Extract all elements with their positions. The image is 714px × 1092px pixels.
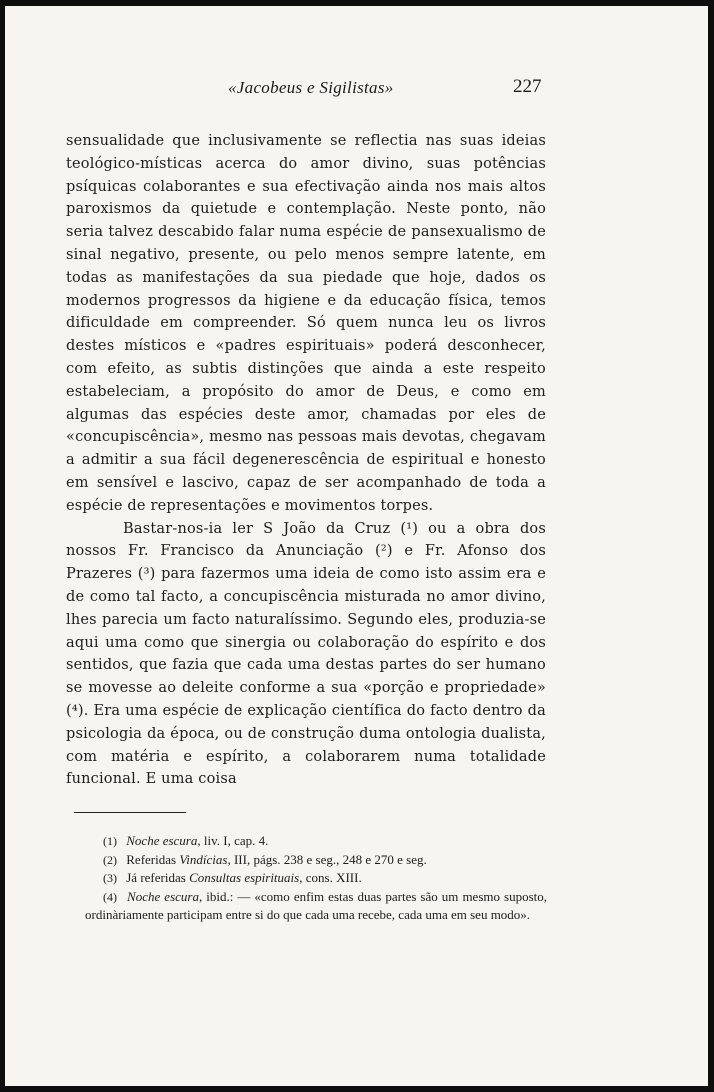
body-text — [66, 130, 546, 791]
page-header — [5, 78, 708, 104]
footnote — [85, 851, 547, 870]
paragraph: Bastar-nos-ia ler S João da Cruz (¹) ou a obra dos nossos Fr. Francisco da Anunciação (²) e Fr. Afonso dos Prazeres (³) para fazermos uma ideia de como isto assim era e de como tal facto, a concupiscência misturada no amor divino, lhes parecia um facto naturalíssimo. Segundo eles, produzia-se aqui uma como que sinergia ou colaboração do espírito e dos sentidos, que fazia que cada uma destas partes do ser humano se movesse ao deleite conforme a sua «porção e propriedade» (⁴). Era uma espécie de explicação científica do facto dentro da psicologia da época, ou de construção duma ontologia dualista, com matéria e espírito, a colaborarem numa totalidade funcional. E uma coisa — [66, 520, 546, 788]
footnote-prefix: Referidas — [126, 851, 177, 867]
footnote — [85, 888, 547, 925]
footnote-work-title: Vindícias, — [179, 851, 231, 867]
running-title: «Jacobeus e Sigilistas» — [228, 78, 394, 97]
footnote-text: III, págs. 238 e seg., 248 e 270 e seg. — [233, 851, 427, 867]
footnote-prefix: Já referidas — [126, 870, 186, 885]
footnotes — [85, 832, 547, 925]
footnote-number: (1) — [103, 834, 117, 848]
footnote-work-title: Consultas espirituais, — [189, 870, 303, 885]
footnote — [85, 832, 547, 851]
footnote-number: (2) — [103, 852, 117, 867]
footnote-divider — [74, 812, 186, 813]
page-number: 227 — [513, 76, 542, 97]
footnote-number: (3) — [103, 871, 117, 885]
paragraph: sensualidade que inclusivamente se reflectia nas suas ideias teológico-místicas acerca do amor divino, suas potências psíquicas colaborantes e sua efectivação ainda nos mais altos paroxismos da quietude e contemplação. Neste ponto, não seria talvez descabido falar numa espécie de pansexualismo de sinal negativo, presente, ou pelo menos sempre latente, em todas as manifestações da sua piedade que hoje, dados os modernos progressos da higiene e da educação física, temos dificuldade em compreender. Só quem nunca leu os livros destes místicos e «padres espirituais» poderá desconhecer, com efeito, as subtis distinções que ainda a este respeito estabeleciam, a propósito do amor de Deus, e como em algumas das espécies deste amor, chamadas por eles de «concupiscência», mesmo nas pessoas mais devotas, chegavam a admitir a sua fácil degenerescência de espiritual e honesto em sensível e lascivo, capaz de ser acompanhado de toda a espécie de representações e movimentos torpes. — [66, 133, 546, 514]
book-page — [5, 6, 708, 1086]
footnote-number: (4) — [103, 889, 117, 904]
footnote-text: liv. I, cap. 4. — [203, 833, 269, 848]
footnote-text: cons. XIII. — [305, 870, 362, 885]
footnote-text: ibid.: — «como enfim estas duas partes são um mesmo suposto, ordinàriamente participam entre si do que cada uma recebe, cada uma em seu modo». — [85, 888, 548, 922]
footnote — [85, 869, 547, 888]
footnote-work-title: Noche escura, — [127, 888, 203, 904]
footnote-work-title: Noche escura, — [126, 833, 201, 848]
